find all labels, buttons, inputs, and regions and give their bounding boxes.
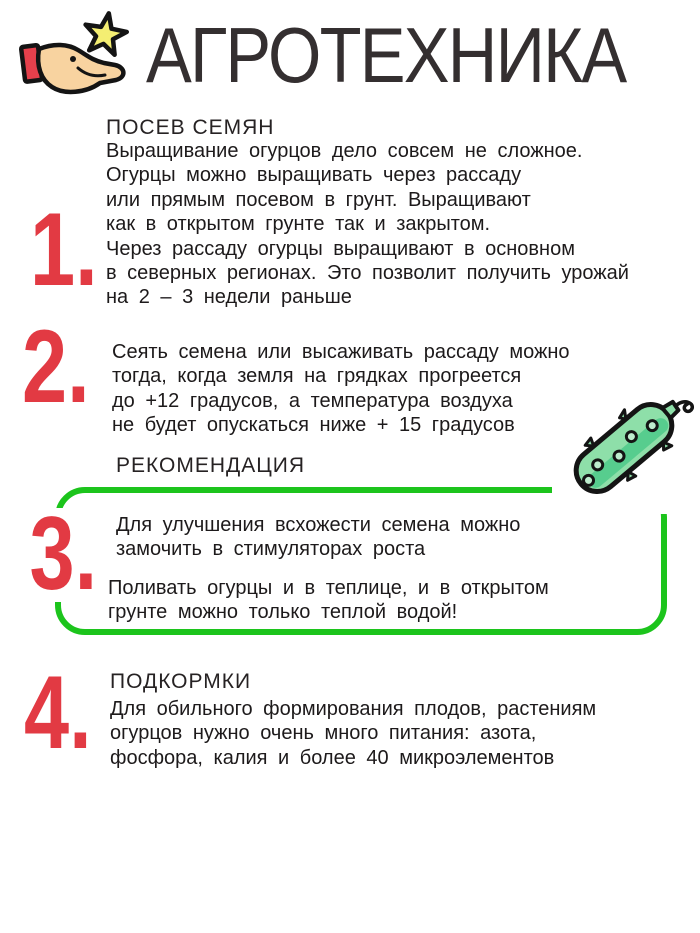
text-line: замочить в стимуляторах роста: [116, 538, 426, 561]
text-line: Огурцы можно выращивать через рассаду: [106, 164, 522, 187]
text-line: Для улучшения всхожести семена можно: [116, 514, 521, 536]
step-number-3: 3.: [28, 508, 103, 602]
step-number-1: 1.: [30, 192, 98, 308]
tip-text-soaking: [116, 513, 520, 562]
text-line: до +12 градусов, а температура воздуха: [112, 389, 513, 412]
section-heading-sowing: ПОСЕВ СЕМЯН: [106, 116, 275, 139]
section-text-sowing: [106, 139, 629, 310]
page-title: АГРОТЕХНИКА: [146, 11, 626, 99]
text-line: Поливать огурцы и в теплице, и в открытом: [108, 577, 549, 599]
text-line: огурцов нужно очень много питания: азота,: [110, 722, 537, 745]
text-line: фосфора, калия и более 40 микроэлементов: [110, 746, 555, 769]
star-icon: [81, 10, 129, 56]
text-line: в северных регионах. Это позволит получить урожай: [106, 262, 629, 285]
tip-text-watering: [108, 576, 549, 625]
text-line: или прямым посевом в грунт. Выращивают: [106, 188, 531, 211]
text-line: Через рассаду огурцы выращивают в основном: [106, 237, 575, 260]
text-line: Сеять семена или высаживать рассаду можно: [112, 341, 570, 363]
step-number-4: 4.: [24, 655, 92, 771]
text-line: как в открытом грунте так и закрытом.: [106, 213, 491, 236]
text-line: Для обильного формирования плодов, растениям: [110, 698, 597, 720]
hand-icon: [21, 45, 123, 92]
section-heading-feeding: ПОДКОРМКИ: [110, 670, 252, 693]
section-text-feeding: [110, 697, 596, 770]
section-heading-recommendation: РЕКОМЕНДАЦИЯ: [116, 454, 306, 477]
step-number-2: 2.: [22, 309, 90, 425]
text-line: грунте можно только теплой водой!: [108, 601, 458, 624]
cucumber-icon: [552, 374, 700, 514]
text-line: не будет опускаться ниже + 15 градусов: [112, 414, 515, 437]
section-text-planting: [112, 340, 570, 438]
text-line: тогда, когда земля на грядках прогреется: [112, 365, 522, 388]
text-line: Выращивание огурцов дело совсем не сложное.: [106, 140, 583, 162]
hand-offering-star-icon: [16, 6, 140, 110]
text-line: на 2 – 3 недели раньше: [106, 286, 352, 309]
